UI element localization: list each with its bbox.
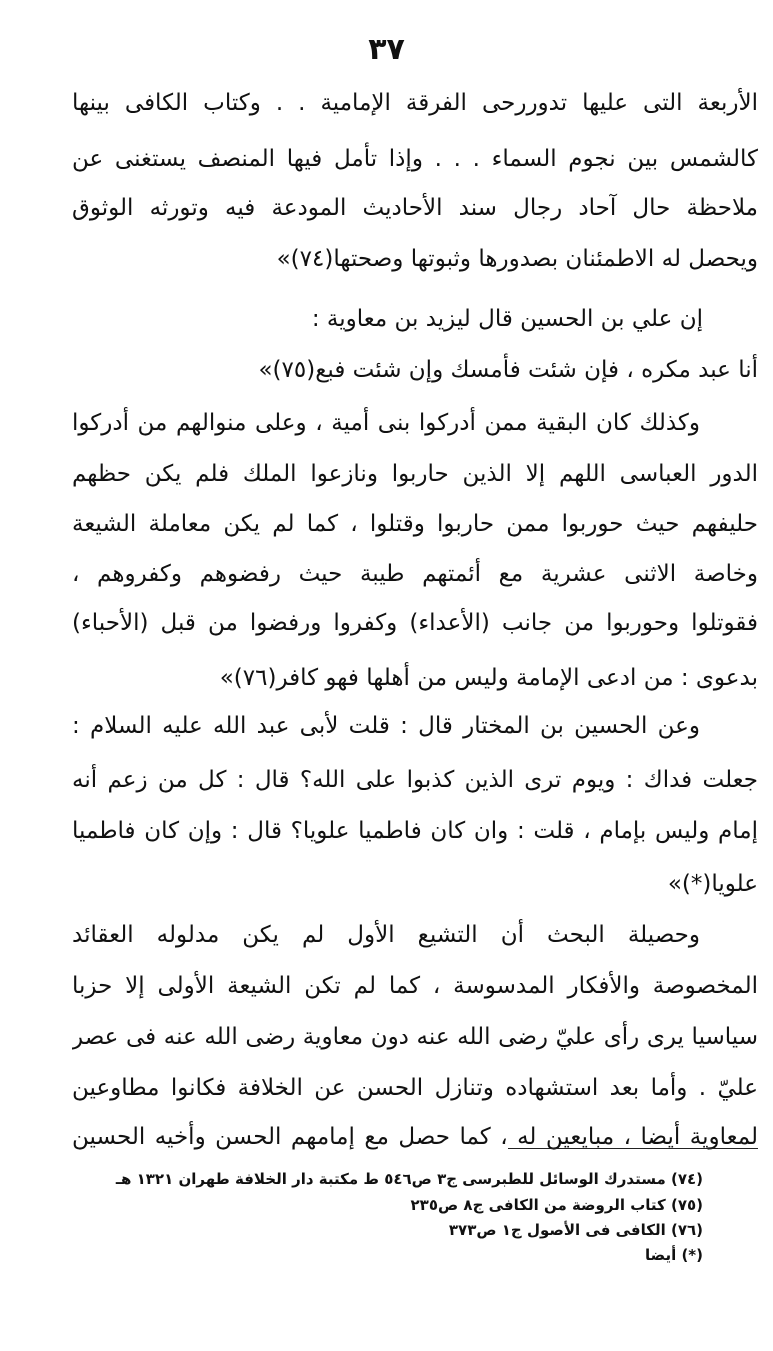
text-line-14: جعلت فداك : ويوم ترى الذين كذبوا على الله؟ قال : كل من زعم أنه <box>72 767 758 793</box>
text-line-1: الأربعة التى عليها تدوررحى الفرقة الإمامية . . وكتاب الكافى بينها <box>72 90 758 116</box>
text-line-9: حليفهم حيث حوربوا ممن حاربوا وقتلوا ، كما لم يكن معاملة الشيعة <box>72 511 758 537</box>
text-line-11: فقوتلوا وحوربوا من جانب (الأعداء) وكفروا ورفضوا من قبل (الأحباء) <box>72 610 758 636</box>
text-line-19: سياسيا يرى رأى عليّ رضى الله عنه دون معاوية رضى الله عنه فى عصر <box>72 1024 758 1050</box>
text-line-5: إن علي بن الحسين قال ليزيد بن معاوية : <box>311 306 703 332</box>
text-line-12: بدعوى : من ادعى الإمامة وليس من أهلها فهو كافر(٧٦)» <box>219 665 758 691</box>
footnote-75: (٧٥) كتاب الروضة من الكافى ج٨ ص٢٣٥ <box>410 1196 703 1214</box>
text-line-18: المخصوصة والأفكار المدسوسة ، كما لم تكن الشيعة الأولى إلا حزبا <box>72 973 758 999</box>
text-line-20: عليّ . وأما بعد استشهاده وتنازل الحسن عن الخلافة فكانوا مطاوعين <box>72 1075 758 1101</box>
page-number: ٣٧ <box>368 32 405 67</box>
text-line-8: الدور العباسى اللهم إلا الذين حاربوا ونازعوا الملك فلم يكن حظهم <box>72 461 758 487</box>
footnote-divider <box>508 1148 758 1149</box>
text-line-15: إمام وليس بإمام ، قلت : وان كان فاطميا علويا؟ قال : وإن كان فاطميا <box>72 818 758 844</box>
text-line-10: وخاصة الاثنى عشرية مع أئمتهم طيبة حيث رفضوهم وكفروهم ، <box>72 561 758 587</box>
text-line-3: ملاحظة حال آحاد رجال سند الأحاديث المودعة فيه وتورثه الوثوق <box>72 195 758 221</box>
text-line-4: ويحصل له الاطمئنان بصدورها وثبوتها وصحتها(٧٤)» <box>276 246 758 272</box>
footnote-74: (٧٤) مستدرك الوسائل للطبرسى ج٣ ص٥٤٦ ط مكتبة دار الخلافة طهران ١٣٢١ هـ <box>115 1170 703 1188</box>
text-line-6: أنا عبد مكره ، فإن شئت فأمسك وإن شئت فبع(٧٥)» <box>258 357 758 383</box>
footnote-76: (٧٦) الكافى فى الأصول ج١ ص٣٧٣ <box>448 1221 703 1239</box>
text-line-2: كالشمس بين نجوم السماء . . . وإذا تأمل فيها المنصف يستغنى عن <box>72 146 758 172</box>
text-line-21: لمعاوية أيضا ، مبايعين له ، كما حصل مع إمامهم الحسن وأخيه الحسين <box>72 1124 758 1150</box>
text-line-7: وكذلك كان البقية ممن أدركوا بنى أمية ، وعلى منوالهم من أدركوا <box>72 410 700 436</box>
text-line-17: وحصيلة البحث أن التشيع الأول لم يكن مدلوله العقائد <box>72 922 700 948</box>
text-line-16: علويا(*)» <box>667 871 758 897</box>
footnote-asterisk: (*) أيضا <box>645 1246 703 1264</box>
text-line-13: وعن الحسين بن المختار قال : قلت لأبى عبد الله عليه السلام : <box>72 713 700 739</box>
